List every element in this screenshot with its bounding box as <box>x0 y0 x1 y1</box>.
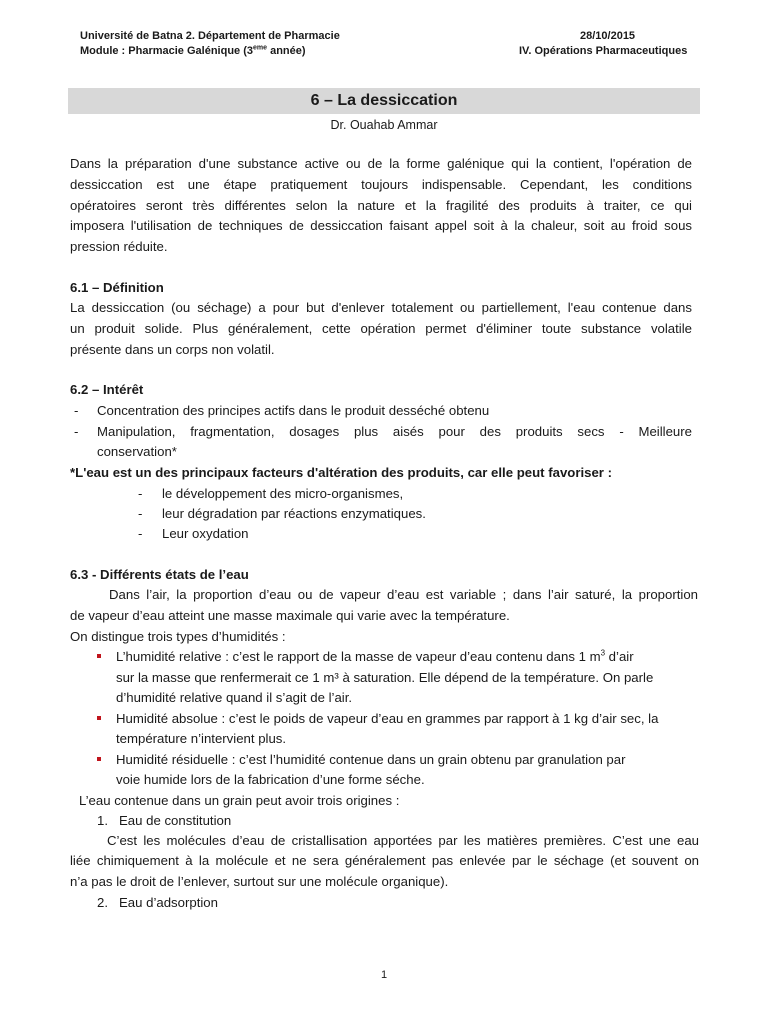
origin-1-label: Eau de constitution <box>119 813 232 828</box>
intro-line: opératoires seront très différentes selon la nature et la fragilité des produits à traiter, ce qui <box>70 198 692 213</box>
alteration-note: *L'eau est un des principaux facteurs d'altération des produits, car elle peut favoriser : <box>70 465 612 480</box>
dash-icon: - <box>138 486 143 501</box>
origins-intro: L’eau contenue dans un grain peut avoir trois origines : <box>79 793 400 808</box>
section-heading-interet: 6.2 – Intérêt <box>70 382 144 397</box>
dash-icon: - <box>74 424 79 439</box>
definition-line: La dessiccation (ou séchage) a pour but d'enlever totalement ou partiellement, l'eau contenue dans <box>70 300 692 315</box>
humidity-absolute-line: Humidité absolue : c’est le poids de vapeur d’eau en grammes par rapport à 1 kg d’air sec, la <box>116 711 659 726</box>
square-bullet-icon <box>97 716 101 720</box>
dash-icon: - <box>138 506 143 521</box>
page-number: 1 <box>380 969 388 981</box>
intro-line: imposera l'utilisation de techniques de dessiccation faisant appel soit à la chaleur, soit au froid sous <box>70 218 692 233</box>
section-heading-etats: 6.3 - Différents états de l’eau <box>70 567 249 582</box>
interet-item-cont: conservation* <box>97 444 177 459</box>
humidity-absolute-line: température n’intervient plus. <box>116 731 287 746</box>
header-institution: Université de Batna 2. Département de Pharmacie <box>80 30 340 42</box>
definition-line: un produit solide. Plus généralement, cette opération permet d'éliminer toute substance volatile <box>70 321 692 336</box>
definition-line: présente dans un corps non volatil. <box>70 342 275 357</box>
etats-paragraph-line: Dans l’air, la proportion d’eau ou de vapeur d’eau est variable ; dans l’air saturé, la proportion <box>109 587 698 602</box>
square-bullet-icon <box>97 757 101 761</box>
humidity-relative-line: sur la masse que renfermerait ce 1 m³ à saturation. Elle dépend de la température. On parle <box>116 670 654 685</box>
humidity-relative-text: L’humidité relative : c’est le rapport de la masse de vapeur d’eau contenu dans 1 m <box>116 649 601 664</box>
origin-1-text: liée chimiquement à la molécule et ne sera généralement pas enlevée par le séchage (et souvent on <box>70 853 699 868</box>
author: Dr. Ouahab Ammar <box>330 118 438 132</box>
origin-1-number: 1. <box>97 813 108 828</box>
interet-item: Concentration des principes actifs dans le produit desséché obtenu <box>97 403 490 418</box>
interet-item: Manipulation, fragmentation, dosages plus aisés pour des produits secs - Meilleure <box>97 424 692 439</box>
humidity-types-intro: On distingue trois types d’humidités : <box>70 629 286 644</box>
header-date: 28/10/2015 <box>580 30 636 42</box>
alteration-item: Leur oxydation <box>162 526 249 541</box>
intro-line: dessiccation est une étape pratiquement toujours indispensable. Cependant, les conditions <box>70 177 692 192</box>
etats-paragraph-line: de vapeur d’eau atteint une masse maximale qui varie avec la température. <box>70 608 510 623</box>
humidity-relative-text-end: d’air <box>605 649 634 664</box>
dash-icon: - <box>74 403 79 418</box>
humidity-relative-sup: 3 <box>600 648 606 658</box>
dash-icon: - <box>138 526 143 541</box>
origin-1-text: n’a pas le droit de l’enlever, surtout sur une molécule organique). <box>70 874 449 889</box>
humidity-residual-line: voie humide lors de la fabrication d’une forme séche. <box>116 772 425 787</box>
section-heading-definition: 6.1 – Définition <box>70 280 164 295</box>
humidity-relative-line <box>116 647 634 668</box>
alteration-item: le développement des micro-organismes, <box>162 486 404 501</box>
origin-2-label: Eau d’adsorption <box>119 895 218 910</box>
humidity-residual-line: Humidité résiduelle : c’est l’humidité contenue dans un grain obtenu par granulation par <box>116 752 626 767</box>
intro-line: Dans la préparation d'une substance active ou de la forme galénique qui la contient, l'opération de <box>70 156 692 171</box>
header-module-sup: eme <box>253 44 268 52</box>
origin-2-number: 2. <box>97 895 108 910</box>
header-module-suffix: année) <box>267 45 306 57</box>
origin-1-text: C’est les molécules d’eau de cristallisation apportées par les matières premières. C’est une eau <box>107 833 699 848</box>
header-chapter: IV. Opérations Pharmaceutiques <box>519 45 688 57</box>
page-title: 6 – La dessiccation <box>68 88 700 114</box>
intro-line: pression réduite. <box>70 239 168 254</box>
alteration-item: leur dégradation par réactions enzymatiques. <box>162 506 426 521</box>
humidity-relative-line: d’humidité relative quand il s’agit de l’air. <box>116 690 353 705</box>
header-module <box>80 43 306 59</box>
header-module-prefix: Module : Pharmacie Galénique (3 <box>80 45 253 57</box>
square-bullet-icon <box>97 654 101 658</box>
